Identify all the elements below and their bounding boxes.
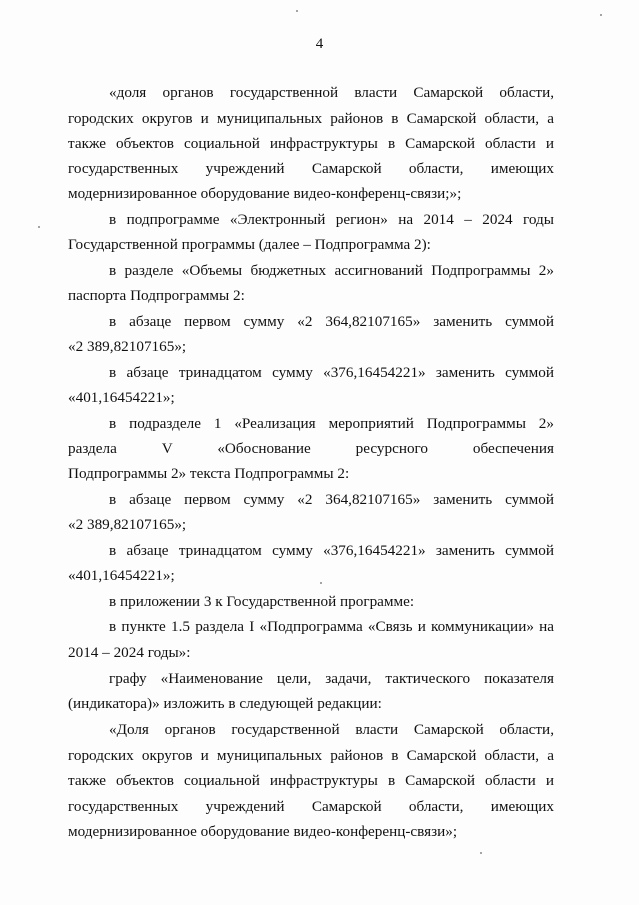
text-line: графу «Наименование цели, задачи, тактического показателя — [109, 670, 554, 687]
scan-speck — [320, 582, 322, 584]
text-line: «2 389,82107165»; — [68, 516, 187, 533]
scan-speck — [600, 14, 602, 16]
text-line: в разделе «Объемы бюджетных ассигнований Подпрограммы 2» — [109, 262, 554, 279]
text-line: также объектов социальной инфраструктуры в Самарской области и — [68, 772, 554, 789]
text-line: государственных учреждений Самарской области, имеющих — [68, 798, 554, 815]
scan-speck — [296, 10, 298, 12]
text-line: паспорта Подпрограммы 2: — [68, 287, 245, 304]
text-line: «401,16454221»; — [68, 389, 175, 406]
text-line: Подпрограммы 2» текста Подпрограммы 2: — [68, 465, 350, 482]
text-line: городских округов и муниципальных районов в Самарской области, а — [68, 110, 554, 127]
text-line: в подразделе 1 «Реализация мероприятий Подпрограммы 2» — [109, 415, 554, 432]
text-line: «Доля органов государственной власти Самарской области, — [109, 721, 554, 738]
text-line: также объектов социальной инфраструктуры в Самарской области и — [68, 135, 554, 152]
text-line: «2 389,82107165»; — [68, 338, 187, 355]
text-line: государственных учреждений Самарской области, имеющих — [68, 160, 554, 177]
scan-speck — [38, 226, 40, 228]
text-line: в абзаце первом сумму «2 364,82107165» заменить суммой — [109, 491, 554, 508]
text-line: 2014 – 2024 годы»: — [68, 644, 191, 661]
text-line: «401,16454221»; — [68, 567, 175, 584]
text-line: (индикатора)» изложить в следующей редакции: — [68, 695, 382, 712]
text-line: городских округов и муниципальных районов в Самарской области, а — [68, 747, 554, 764]
text-line: «доля органов государственной власти Самарской области, — [109, 84, 554, 101]
text-line: в абзаце тринадцатом сумму «376,16454221» заменить суммой — [109, 364, 554, 381]
scan-speck — [480, 852, 482, 854]
text-line: модернизированное оборудование видео-конференц-связи;»; — [68, 185, 462, 202]
text-line: Государственной программы (далее – Подпрограмма 2): — [68, 236, 431, 253]
page-number: 4 — [315, 36, 324, 52]
text-line: раздела V «Обоснование ресурсного обеспечения — [68, 440, 554, 457]
text-line: модернизированное оборудование видео-конференц-связи»; — [68, 823, 458, 840]
text-line: в подпрограмме «Электронный регион» на 2014 – 2024 годы — [109, 211, 554, 228]
text-line: в абзаце тринадцатом сумму «376,16454221» заменить суммой — [109, 542, 554, 559]
text-line: в пункте 1.5 раздела I «Подпрограмма «Связь и коммуникации» на — [109, 618, 554, 635]
text-line: в абзаце первом сумму «2 364,82107165» заменить суммой — [109, 313, 554, 330]
text-line: в приложении 3 к Государственной программе: — [109, 593, 415, 610]
